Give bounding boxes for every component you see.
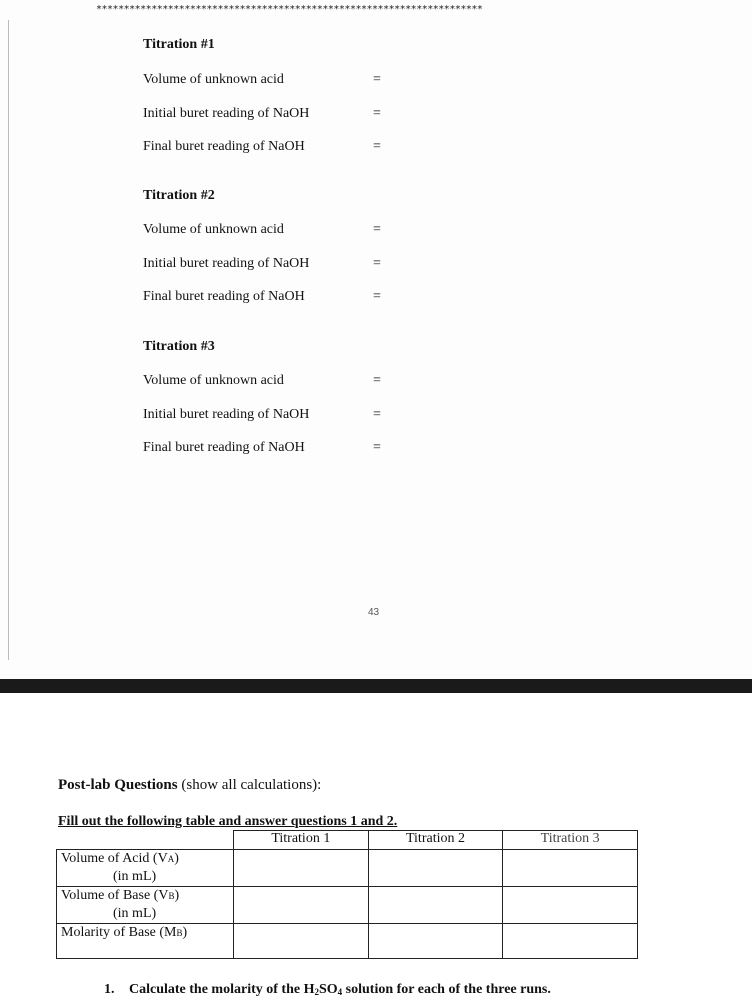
question-1	[104, 982, 551, 998]
separator-stars: **********************************************************************	[96, 4, 483, 15]
cell-molarity-titration-3[interactable]	[503, 924, 638, 959]
cell-base-titration-3[interactable]	[503, 887, 638, 924]
row-label: Volume of unknown acid	[143, 72, 284, 87]
column-header-titration-2: Titration 2	[368, 831, 503, 850]
question-text-mid: SO	[318, 982, 338, 997]
page-number: 43	[368, 607, 380, 618]
page-edge-line	[8, 20, 9, 660]
cell-base-titration-2[interactable]	[368, 887, 503, 924]
equals-sign: =	[373, 289, 381, 304]
equals-sign: =	[373, 406, 381, 422]
table-corner	[57, 831, 234, 850]
cell-molarity-titration-2[interactable]	[368, 924, 503, 959]
titration-1-row-acid-volume	[143, 72, 543, 106]
question-text-before: Calculate the molarity of the H	[129, 982, 315, 997]
equals-sign: =	[373, 373, 381, 388]
postlab-heading-rest: (show all calculations):	[177, 777, 322, 793]
equals-sign: =	[373, 440, 381, 455]
titration-2-row-final-reading	[143, 289, 543, 323]
row-label: Initial buret reading of NaOH	[143, 255, 310, 271]
row-header-unit: (in mL)	[113, 869, 157, 884]
equals-sign: =	[373, 255, 381, 271]
table-row-base-volume	[57, 887, 638, 924]
titration-3-row-final-reading	[143, 440, 543, 474]
row-header-text: Volume of Base (V	[61, 888, 169, 903]
row-header-close: )	[174, 888, 180, 903]
row-label: Final buret reading of NaOH	[143, 139, 305, 154]
question-subscript-1: 2	[314, 987, 319, 997]
table-row-base-molarity	[57, 924, 638, 959]
row-header-close: )	[182, 925, 188, 940]
postlab-heading-bold: Post-lab Questions	[58, 777, 178, 793]
titration-1-row-final-reading	[143, 139, 543, 173]
row-label: Final buret reading of NaOH	[143, 289, 305, 304]
table-instruction: Fill out the following table and answer questions 1 and 2.	[58, 814, 398, 829]
cell-acid-titration-3[interactable]	[503, 850, 638, 887]
row-label: Final buret reading of NaOH	[143, 440, 305, 455]
question-subscript-2: 4	[337, 987, 343, 997]
row-header-text: Molarity of Base (M	[61, 925, 177, 940]
row-label: Volume of unknown acid	[143, 222, 284, 237]
row-label: Initial buret reading of NaOH	[143, 406, 310, 422]
cell-molarity-titration-1[interactable]	[234, 924, 369, 959]
titration-2-row-initial-reading	[143, 256, 543, 290]
question-number: 1.	[104, 982, 115, 997]
row-label: Volume of unknown acid	[143, 373, 284, 388]
results-table	[56, 830, 638, 959]
column-header-titration-1: Titration 1	[234, 831, 369, 850]
titration-1-section	[143, 37, 543, 173]
page-divider	[0, 679, 752, 693]
cell-base-titration-1[interactable]	[234, 887, 369, 924]
postlab-heading	[58, 777, 321, 794]
table-header-row	[57, 831, 638, 850]
cell-acid-titration-1[interactable]	[234, 850, 369, 887]
row-label: Initial buret reading of NaOH	[143, 105, 310, 121]
row-header-base-volume	[57, 887, 234, 924]
row-header-unit: (in mL)	[113, 906, 157, 921]
titration-3-row-acid-volume	[143, 373, 543, 407]
equals-sign: =	[373, 139, 381, 154]
row-header-subscript: B	[176, 928, 183, 938]
row-header-close: )	[174, 851, 179, 866]
titration-1-title: Titration #1	[143, 37, 215, 52]
titration-3-row-initial-reading	[143, 407, 543, 441]
equals-sign: =	[373, 72, 381, 87]
equals-sign: =	[373, 222, 381, 237]
titration-2-title: Titration #2	[143, 188, 215, 203]
titration-2-section	[143, 188, 543, 323]
titration-2-row-acid-volume	[143, 222, 543, 256]
equals-sign: =	[373, 105, 381, 121]
row-header-subscript: B	[168, 891, 175, 901]
cell-acid-titration-2[interactable]	[368, 850, 503, 887]
column-header-titration-3: Titration 3	[503, 831, 638, 850]
titration-3-section	[143, 339, 543, 474]
row-header-text: Volume of Acid (V	[61, 851, 168, 866]
question-text-after: solution for each of the three runs.	[342, 982, 551, 997]
titration-1-row-initial-reading	[143, 106, 543, 140]
row-header-base-molarity	[57, 924, 234, 959]
titration-3-title: Titration #3	[143, 339, 215, 354]
row-header-acid-volume	[57, 850, 234, 887]
table-row-acid-volume	[57, 850, 638, 887]
row-header-subscript: A	[167, 854, 175, 864]
